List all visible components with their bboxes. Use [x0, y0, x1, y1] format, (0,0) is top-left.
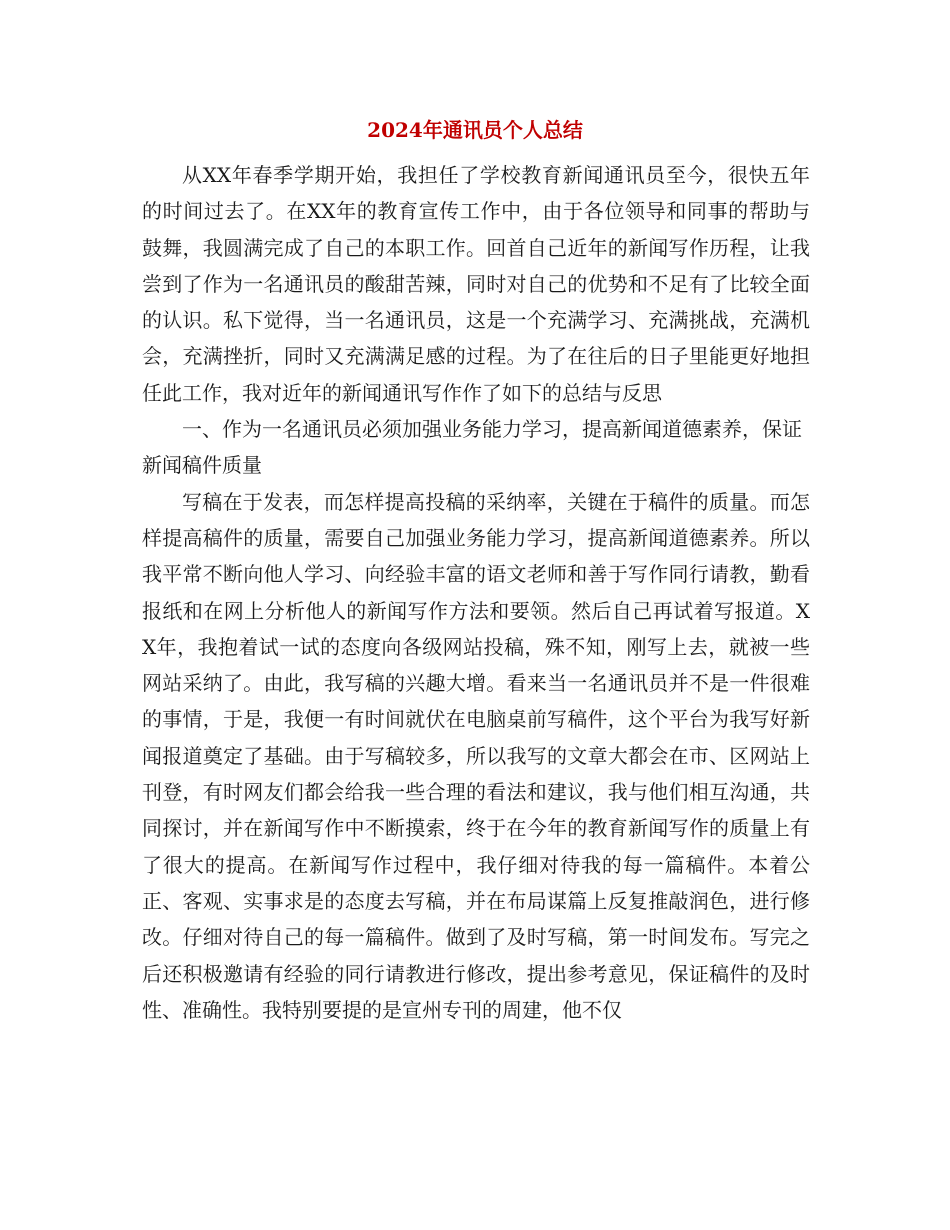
paragraph-section-1: 写稿在于发表，而怎样提高投稿的采纳率，关键在于稿件的质量。而怎样提高稿件的质量，需要自己加强业务能力学习，提高新闻道德素养。所以我平常不断向他人学习、向经验丰富的语文老师和善于写作同行请教，勤看报纸和在网上分析他人的新闻写作方法和要领。然后自己再试着写报道。XX年，我抱着试一试的态度向各级网站投稿，殊不知，刚写上去，就被一些网站采纳了。由此，我写稿的兴趣大增。看来当一名通讯员并不是一件很难的事情，于是，我便一有时间就伏在电脑桌前写稿件，这个平台为我写好新闻报道奠定了基础。由于写稿较多，所以我写的文章大都会在市、区网站上刊登，有时网友们都会给我一些合理的看法和建议，我与他们相互沟通，共同探讨，并在新闻写作中不断摸索，终于在今年的教育新闻写作的质量上有了很大的提高。在新闻写作过程中，我仔细对待我的每一篇稿件。本着公正、客观、实事求是的态度去写稿，并在布局谋篇上反复推敲润色，进行修改。仔细对待自己的每一篇稿件。做到了及时写稿，第一时间发布。写完之后还积极邀请有经验的同行请教进行修改，提出参考意见，保证稿件的及时性、准确性。我特别要提的是宣州专刊的周建，他不仅 [142, 489, 810, 1022]
paragraph-intro: 从XX年春季学期开始，我担任了学校教育新闻通讯员至今，很快五年的时间过去了。在XX年的教育宣传工作中，由于各位领导和同事的帮助与鼓舞，我圆满完成了自己的本职工作。回首自己近年的新闻写作历程，让我尝到了作为一名通讯员的酸甜苦辣，同时对自己的优势和不足有了比较全面的认识。私下觉得，当一名通讯员，这是一个充满学习、充满挑战，充满机会，充满挫折，同时又充满满足感的过程。为了在往后的日子里能更好地担任此工作，我对近年的新闻通讯写作作了如下的总结与反思 [142, 163, 810, 405]
section-heading-1: 一、作为一名通讯员必须加强业务能力学习，提高新闻道德素养，保证新闻稿件质量 [142, 417, 802, 478]
document-body [142, 157, 810, 1028]
document-title: 2024年通讯员个人总结 [367, 118, 583, 142]
